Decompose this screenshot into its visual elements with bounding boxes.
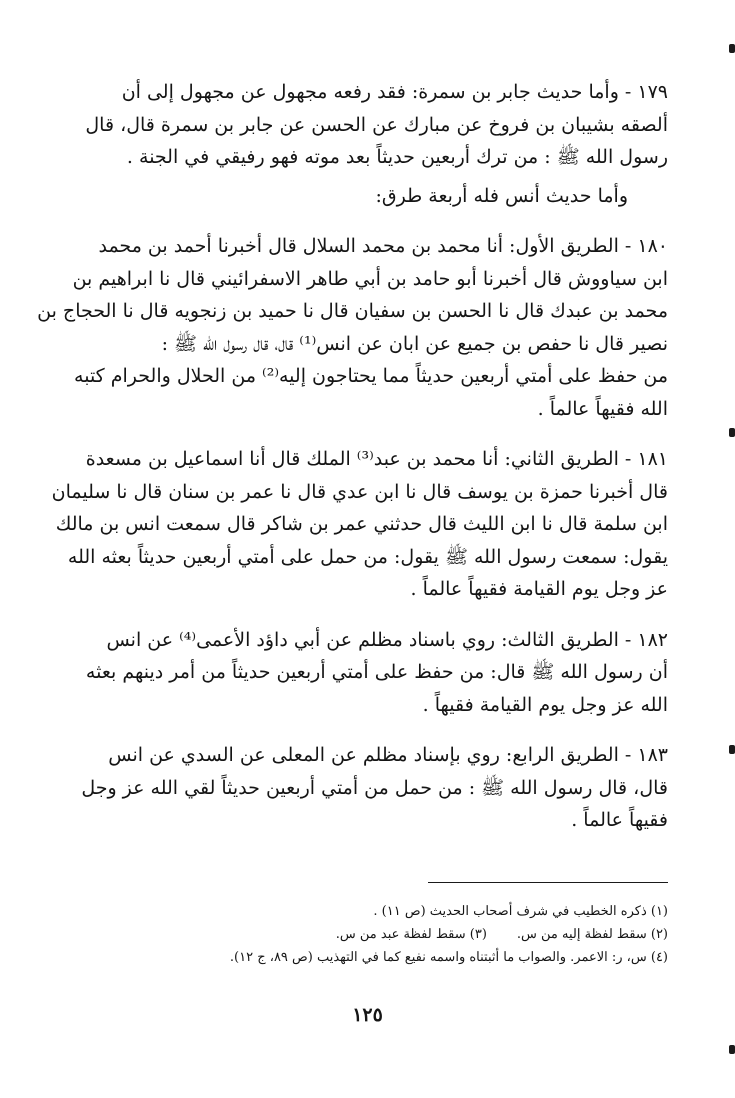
footnote-separator [428,882,668,883]
text-line: عز وجل يوم القيامة فقيهاً عالماً . [410,578,668,600]
paragraph-179 [85,76,668,174]
margin-mark [729,44,735,53]
text-line: رسول الله ﷺ : من ترك أربعين حديثاً بعد موته فهو رفيقي في الجنة . [126,146,668,168]
text-line: قال أخبرنا حمزة بن يوسف قال نا ابن عدي قال نا عمر بن سنان قال نا سليمان [51,480,668,503]
page-number: ١٢٥ [352,1004,383,1026]
margin-mark [729,1045,735,1054]
text-line: الله فقيهاً عالماً . [537,397,668,420]
paragraph-182 [85,624,668,722]
footnote-text: (٤) س، ر: الاعمر. والصواب ما أثبتناه واسمه نفيع كما في التهذيب (ص ٨٩، ج ١٢). [229,950,668,965]
text-line: من حفظ على أمتي أربعين حديثاً مما يحتاجون إليه⁽²⁾ من الحلال والحرام كتبه [74,365,668,387]
margin-mark [729,745,735,754]
footnotes [96,900,668,969]
text-line: ألصقه بشيبان بن فروخ عن مبارك عن الحسن عن جابر بن سمرة قال، قال [85,113,668,136]
footnote-text: (٣) سقط لفظة عبد من س. [335,927,487,942]
text-line: ابن سياووش قال أخبرنا أبو حامد بن أبي طاهر الاسفرائيني قال نا ابراهيم بن [72,267,668,290]
footnote-1 [96,900,668,923]
text-line: يقول: سمعت رسول الله ﷺ يقول: من حمل على أمتي أربعين حديثاً بعثه الله [67,545,668,568]
paragraph-183 [81,739,668,837]
text-line: أن رسول الله ﷺ قال: من حفظ على أمتي أربعين حديثاً من أمر دينهم بعثه [85,661,668,683]
text-line: ١٧٩ - وأما حديث جابر بن سمرة: فقد رفعه مجهول عن مجهول إلى أن [121,81,668,103]
paragraph-181 [51,443,668,606]
footnote-text: (٢) سقط لفظة إليه من س. [516,927,668,942]
paragraph-anas-intro [96,180,668,213]
footnote-text: (١) ذكره الخطيب في شرف أصحاب الحديث (ص ١١) . [373,904,668,919]
text-line: نصير قال نا حفص بن جميع عن ابان عن انس⁽¹⁾ قال، قال رسول الله ﷺ : [161,332,668,355]
text-line: ١٨٢ - الطريق الثالث: روي باسناد مظلم عن أبي داؤد الأعمى⁽⁴⁾ عن انس [106,628,668,651]
page-body [37,76,668,837]
text-line: ابن سلمة قال نا ابن الليث قال حدثني عمر بن شاكر قال سمعت انس بن مالك [55,513,668,535]
text-line: فقيهاً عالماً . [571,809,668,831]
text-line: الله عز وجل يوم القيامة فقيهاً . [422,693,668,716]
footnote-4 [96,946,668,969]
footnote-2-3 [96,923,668,946]
paragraph-180 [37,230,668,425]
text-line: قال، قال رسول الله ﷺ : من حمل من أمتي أربعين حديثاً لقي الله عز وجل [81,776,668,799]
text-line: وأما حديث أنس فله أربعة طرق: [375,184,628,207]
text-line: ١٨١ - الطريق الثاني: أنا محمد بن عبد⁽³⁾ الملك قال أنا اسماعيل بن مسعدة [85,448,668,470]
text-line: ١٨٠ - الطريق الأول: أنا محمد بن محمد السلال قال أخبرنا أحمد بن محمد [98,235,668,257]
text-line: ١٨٣ - الطريق الرابع: روي بإسناد مظلم عن المعلى عن السدي عن انس [108,744,668,766]
margin-mark [729,428,735,437]
text-line: محمد بن عبدك قال نا الحسن بن سفيان قال نا حميد بن زنجويه قال نا الحجاج بن [37,300,668,322]
